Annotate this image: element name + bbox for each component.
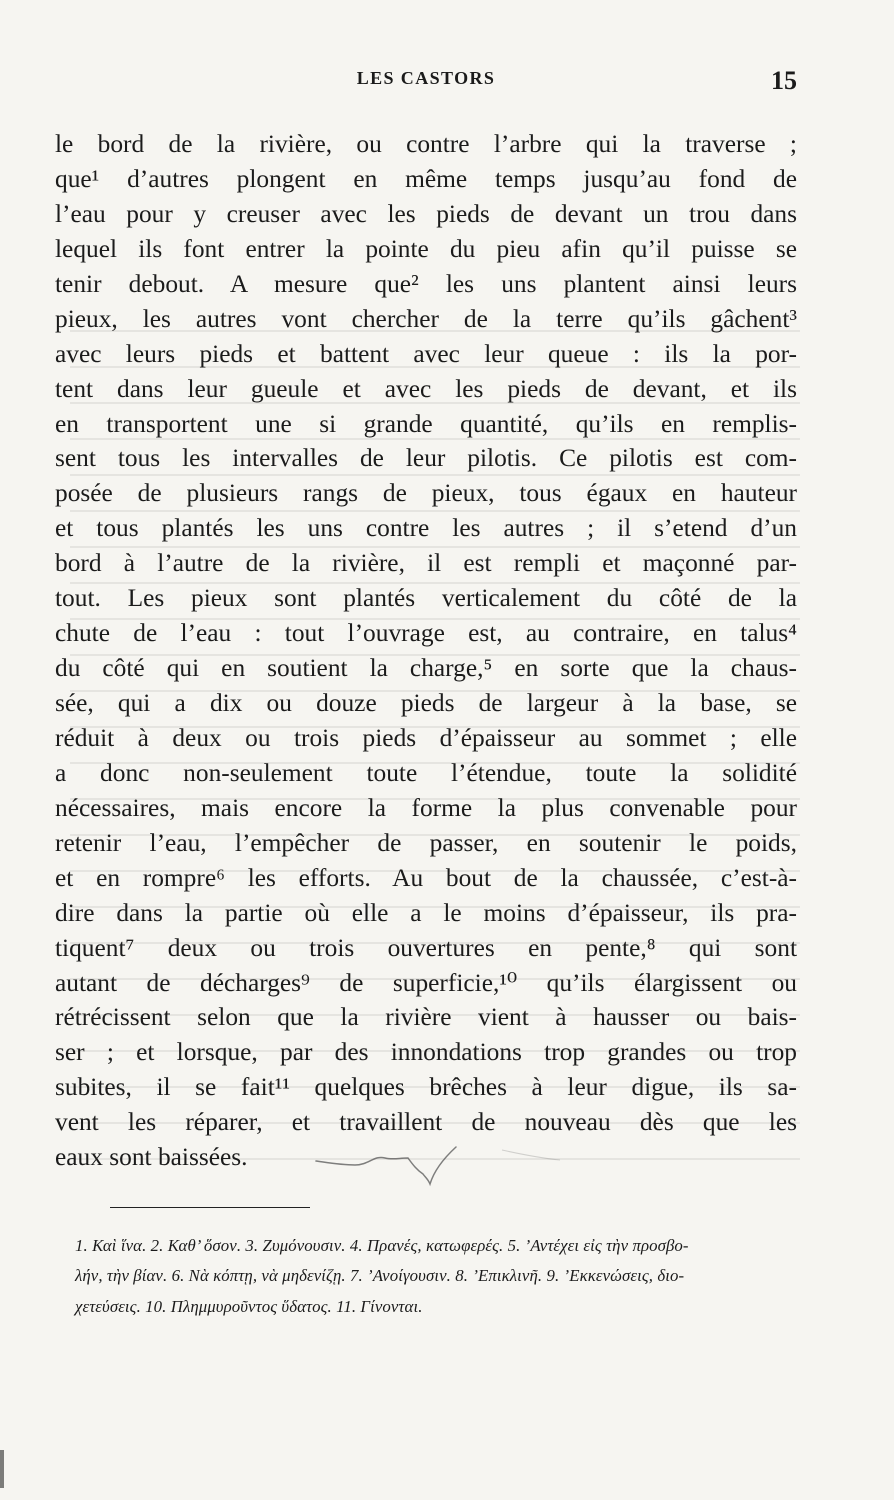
body-line: et tous plantés les uns contre les autres ; il s’etend d’un	[55, 514, 797, 543]
body-line: tent dans leur gueule et avec les pieds de devant, et ils	[55, 374, 797, 403]
body-line: ser ; et lorsque, par des innondations trop grandes ou trop	[55, 1038, 797, 1067]
body-line: eaux sont baissées.	[55, 1143, 248, 1172]
body-line: a donc non-seulement toute l’étendue, toute la solidité	[55, 758, 797, 787]
footnote-line: χετεύσεις. 10. Πλημμυροῦντος ὕδατος. 11. Γίνονται.	[75, 1296, 423, 1316]
body-line: chute de l’eau : tout l’ouvrage est, au contraire, en talus⁴	[55, 619, 797, 648]
body-line: tiquent⁷ deux ou trois ouvertures en pente,⁸ qui sont	[55, 933, 797, 962]
body-line: vent les réparer, et travaillent de nouveau dès que les	[55, 1108, 797, 1137]
body-line: rétrécissent selon que la rivière vient à hausser ou bais-	[55, 1003, 797, 1032]
body-line: sée, qui a dix ou douze pieds de largeur à la base, se	[55, 689, 797, 717]
running-title: LES CASTORS	[356, 68, 496, 88]
body-line: subites, il se fait¹¹ quelques brêches à leur digue, ils sa-	[55, 1073, 797, 1102]
body-line: bord à l’autre de la rivière, il est rempli et maçonné par-	[55, 549, 797, 578]
body-line: du côté qui en soutient la charge,⁵ en sorte que la chaus-	[55, 654, 797, 683]
body-line: nécessaires, mais encore la forme la plus convenable pour	[55, 793, 797, 822]
body-line: lequel ils font entrer la pointe du pieu afin qu’il puisse se	[55, 234, 797, 263]
body-line: l’eau pour y creuser avec les pieds de devant un trou dans	[55, 199, 797, 228]
footnote-line: λήν, τὴν βίαν. 6. Νὰ κόπτῃ, νὰ μηδενίζῃ. 7. ’Ανοίγουσιν. 8. ’Επικλινῆ. 9. ’Εκκενώσεις, διο-	[75, 1266, 685, 1286]
footnote-line: 1. Καὶ ἵνα. 2. Καθ’ ὅσον. 3. Ζυμόνουσιν. 4. Πρανές, κατωφερές. 5. ’Αντέχει εἰς τὴν προσβο-	[75, 1236, 689, 1255]
body-line: le bord de la rivière, ou contre l’arbre qui la traverse ;	[55, 130, 797, 158]
body-line: autant de décharges⁹ de superficie,¹⁰ qu’ils élargissent ou	[55, 968, 797, 997]
handwritten-check-mark	[314, 1140, 564, 1200]
page-number: 15	[771, 66, 797, 95]
running-head	[55, 68, 797, 102]
body-line: tout. Les pieux sont plantés verticalement du côté de la	[55, 584, 797, 613]
body-line: en transportent une si grande quantité, qu’ils en remplis-	[55, 409, 797, 438]
main-body-text	[55, 127, 797, 1175]
body-line: réduit à deux ou trois pieds d’épaisseur au sommet ; elle	[55, 723, 797, 752]
footnotes	[75, 1231, 800, 1322]
body-line: tenir debout. A mesure que² les uns plantent ainsi leurs	[55, 269, 797, 298]
body-line: et en rompre⁶ les efforts. Au bout de la chaussée, c’est-à-	[55, 863, 797, 892]
body-line: avec leurs pieds et battent avec leur queue : ils la por-	[55, 339, 797, 368]
page-edge-mark	[0, 1450, 4, 1488]
body-line: retenir l’eau, l’empêcher de passer, en soutenir le poids,	[55, 828, 797, 857]
body-line: sent tous les intervalles de leur pilotis. Ce pilotis est com-	[55, 444, 797, 473]
body-line: dire dans la partie où elle a le moins d’épaisseur, ils pra-	[55, 898, 797, 927]
body-line: pieux, les autres vont chercher de la terre qu’ils gâchent³	[55, 304, 797, 333]
body-line: que¹ d’autres plongent en même temps jusqu’au fond de	[55, 164, 797, 193]
body-line: posée de plusieurs rangs de pieux, tous égaux en hauteur	[55, 479, 797, 508]
footnote-rule	[110, 1207, 310, 1208]
